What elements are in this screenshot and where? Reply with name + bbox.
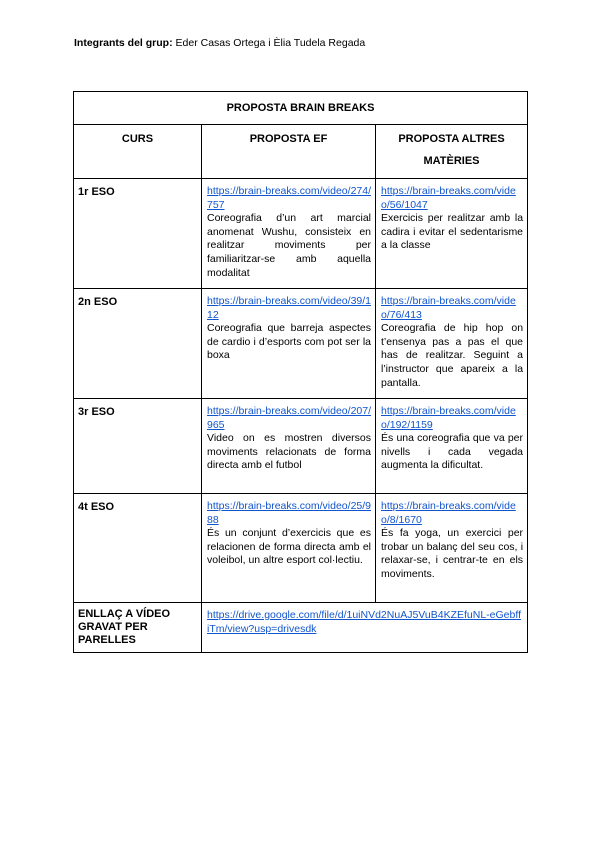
ef-cell: [202, 399, 376, 494]
other-cell: [376, 399, 528, 494]
ef-description: Coreografia d’un art marcial anomenat Wushu, consisteix en realitzar moviments per familiaritzar-se amb aquella modalitat: [207, 212, 371, 279]
brain-breaks-table: [73, 91, 528, 653]
ef-description: Video on es mostren diversos moviments relacionats de forma directa amb el futbol: [207, 432, 371, 472]
other-description: És una coreografia que va per nivells i cada vegada augmenta la dificultat.: [381, 432, 524, 472]
column-header-proposta-altres: PROPOSTA ALTRES MATÈRIES: [376, 125, 528, 179]
ef-cell: [202, 494, 376, 603]
final-row-link-cell: [202, 603, 528, 653]
other-cell: [376, 289, 528, 399]
table-row: [74, 179, 528, 289]
ef-cell: [202, 289, 376, 399]
course-cell: 1r ESO: [74, 179, 202, 289]
table-title-row: [74, 92, 528, 125]
other-video-link[interactable]: https://brain-breaks.com/video/192/1159: [381, 405, 516, 431]
other-description: Exercicis per realitzar amb la cadira i evitar el sedentarisme a la classe: [381, 212, 524, 252]
table-title: PROPOSTA BRAIN BREAKS: [74, 92, 528, 125]
table-row: [74, 494, 528, 603]
group-members-names: Eder Casas Ortega i Èlia Tudela Regada: [175, 37, 366, 49]
course-cell: 4t ESO: [74, 494, 202, 603]
other-description: Coreografia de hip hop on t’ensenya pas a pas el que has de realitzar. Seguint a l’instructor que apareix a la pantalla.: [381, 322, 524, 389]
course-cell: 2n ESO: [74, 289, 202, 399]
table-row: [74, 399, 528, 494]
drive-video-link[interactable]: https://drive.google.com/file/d/1uiNVd2NuAJ5VuB4KZEfuNL-eGebffiTm/view?usp=drivesdk: [207, 609, 522, 635]
ef-video-link[interactable]: https://brain-breaks.com/video/25/988: [207, 500, 372, 526]
final-row-label: ENLLAÇ A VÍDEO GRAVAT PER PARELLES: [74, 603, 202, 653]
ef-description: És un conjunt d’exercicis que es relacionen de forma directa amb el voleibol, un altre esport col·lectiu.: [207, 527, 371, 567]
table-row-video-link: [74, 603, 528, 653]
ef-description: Coreografia que barreja aspectes de cardio i d’esports com pot ser la boxa: [207, 322, 371, 362]
group-members-line: [74, 36, 365, 50]
column-header-row: [74, 125, 528, 179]
ef-cell: [202, 179, 376, 289]
ef-video-link[interactable]: https://brain-breaks.com/video/207/965: [207, 405, 372, 431]
other-video-link[interactable]: https://brain-breaks.com/video/76/413: [381, 295, 516, 321]
other-video-link[interactable]: https://brain-breaks.com/video/56/1047: [381, 185, 516, 211]
course-cell: 3r ESO: [74, 399, 202, 494]
ef-video-link[interactable]: https://brain-breaks.com/video/39/112: [207, 295, 372, 321]
group-members-label: Integrants del grup:: [74, 37, 173, 49]
other-video-link[interactable]: https://brain-breaks.com/video/8/1670: [381, 500, 516, 526]
other-description: És fa yoga, un exercici per trobar un balanç del seu cos, i relaxar-se, i centrar-te en els moviments.: [381, 527, 524, 580]
ef-video-link[interactable]: https://brain-breaks.com/video/274/757: [207, 185, 372, 211]
column-header-proposta-ef: PROPOSTA EF: [202, 125, 376, 179]
other-cell: [376, 179, 528, 289]
column-header-curs: CURS: [74, 125, 202, 179]
other-cell: [376, 494, 528, 603]
table-row: [74, 289, 528, 399]
